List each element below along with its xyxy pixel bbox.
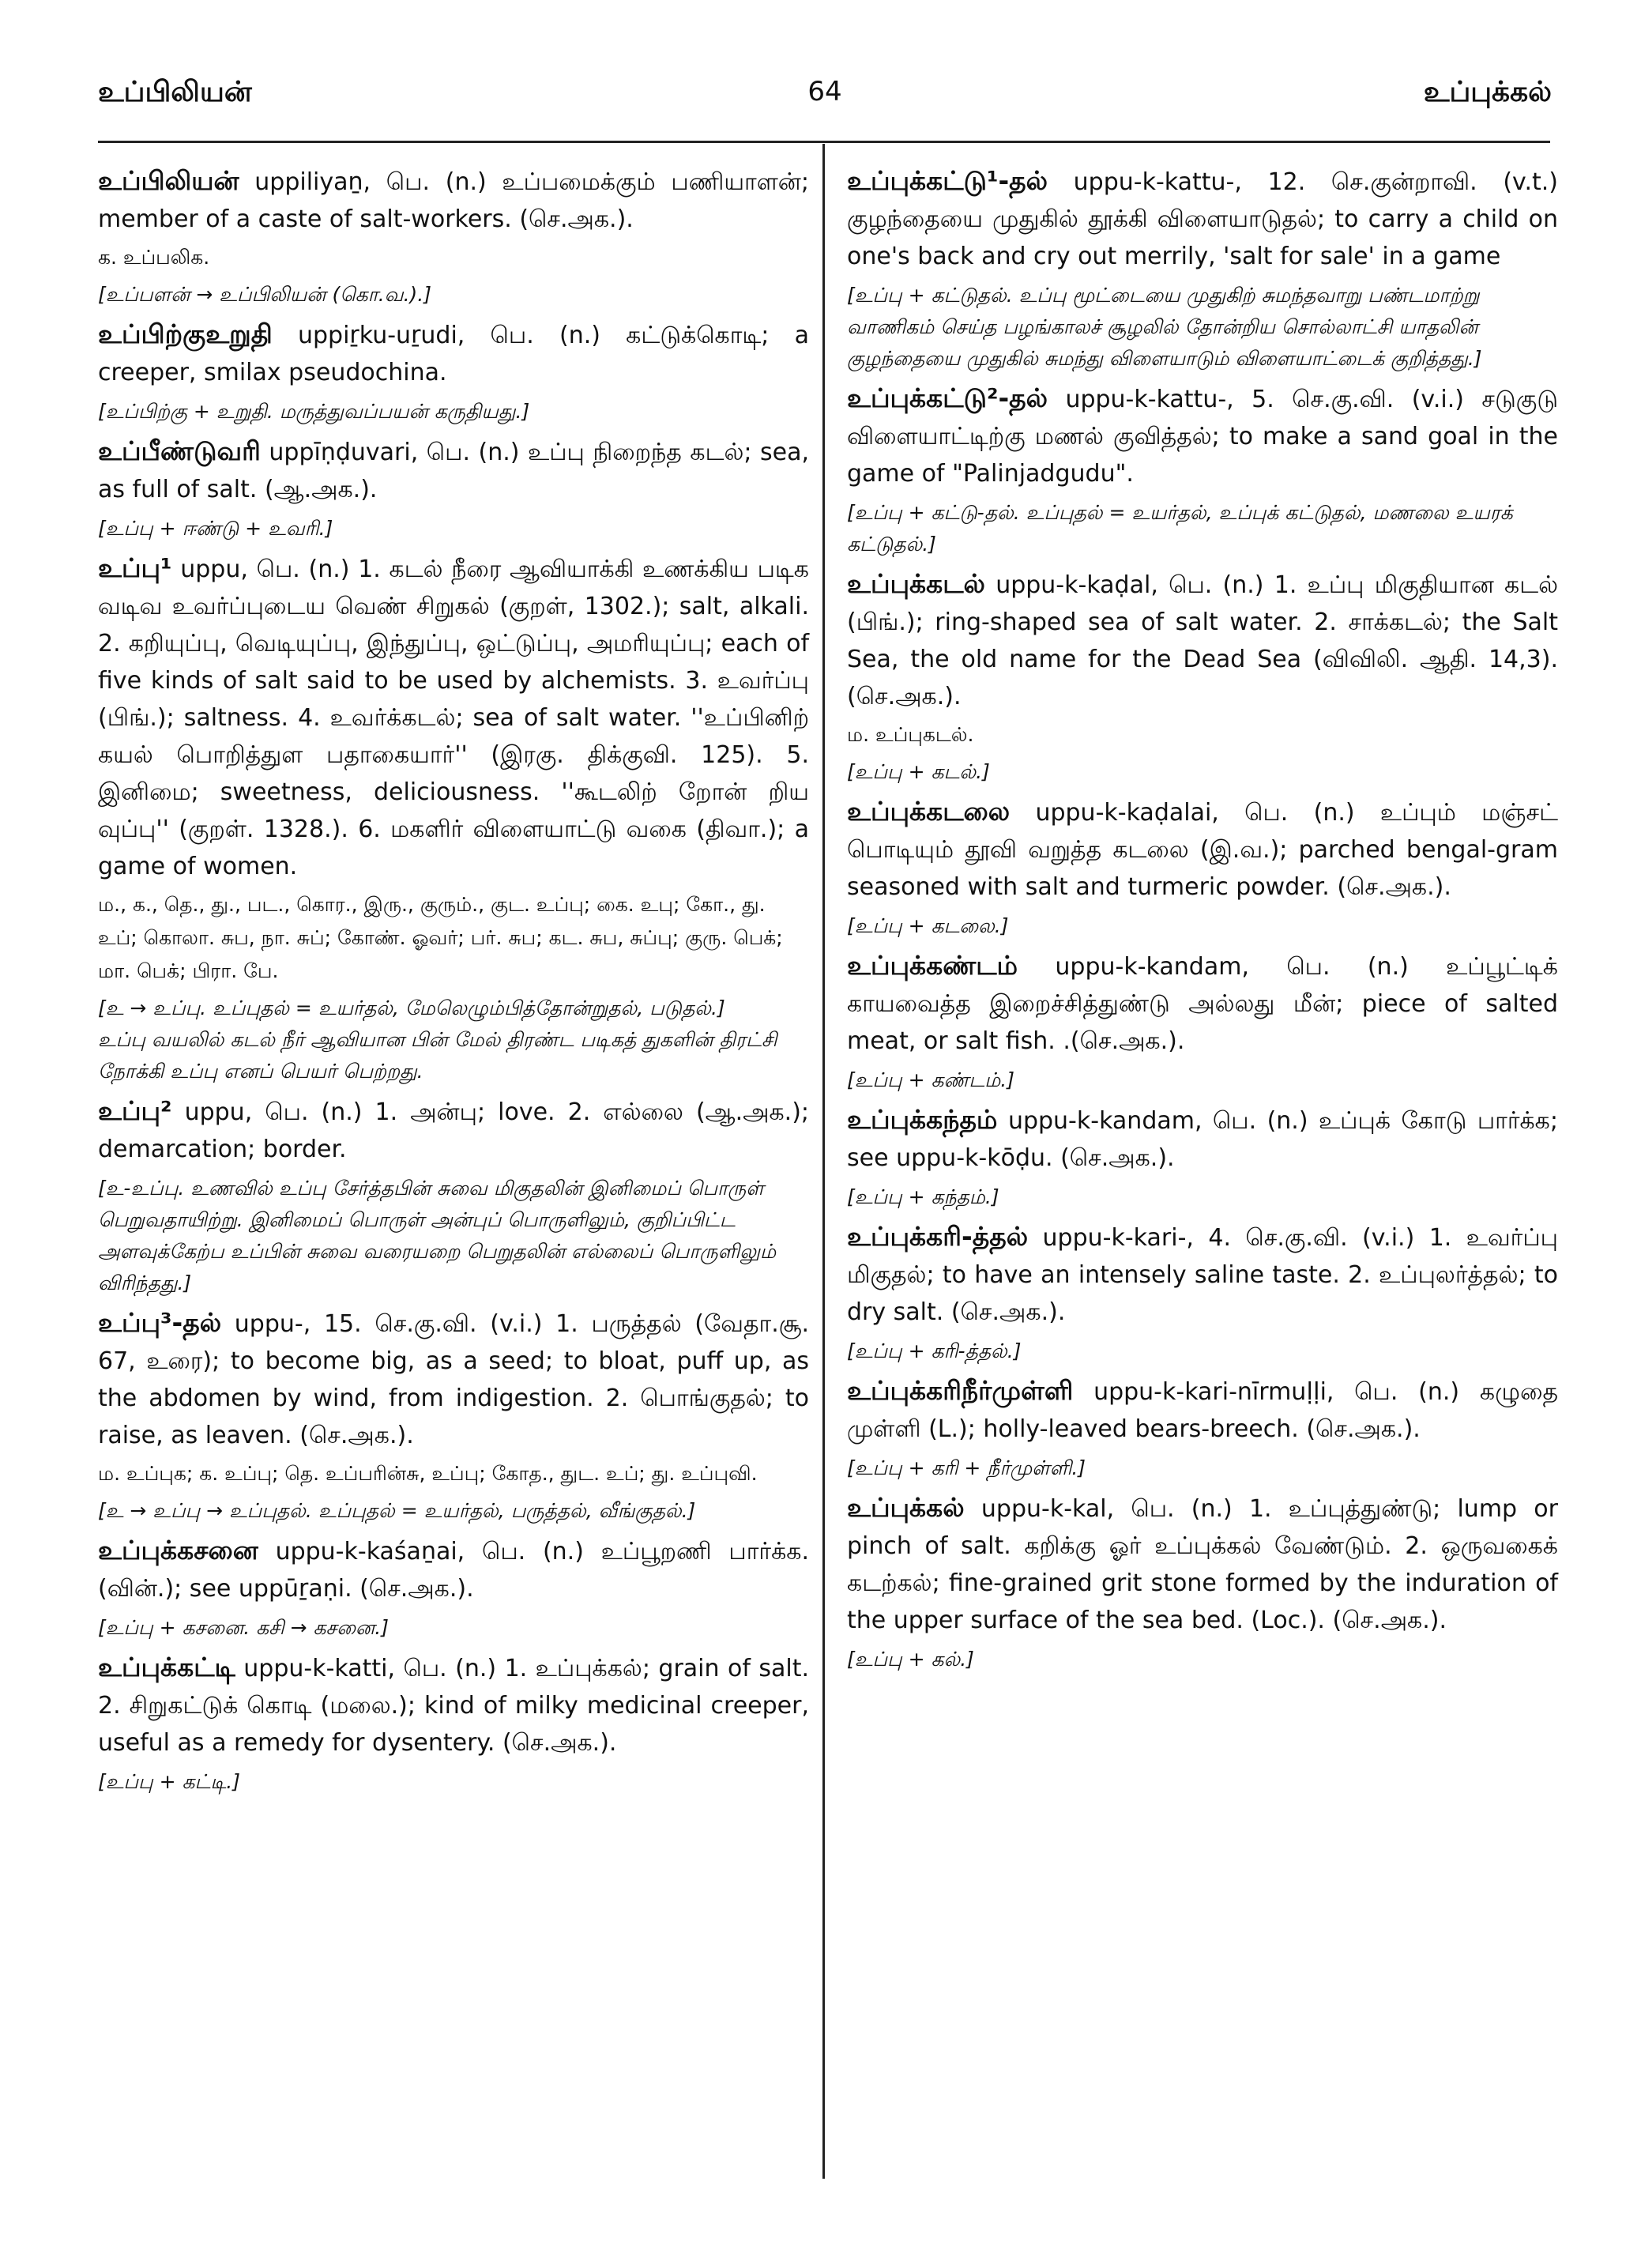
entry-definition [847,1218,1558,1331]
right-column [847,162,1558,1680]
dictionary-entry [847,1372,1558,1484]
entry-definition [98,1531,809,1607]
dictionary-entry [847,162,1558,375]
entry-etymology: [உப்பு + கட்டு-தல். உப்புதல் = உயர்தல், உப்புக் கட்டுதல், மணலை உயரக் கட்டுதல்.] [847,501,1513,556]
entry-headword: உப்பிலியன் [98,165,239,196]
dictionary-entry [98,1648,809,1798]
entry-definition [847,1489,1558,1639]
entry-text: uppu-k-kari-, 4. செ.கு.வி. (v.i.) 1. உவர்ப்பு மிகுதல்; to have an intensely saline taste. 2. உப்புலர்த்தல்; to dry salt. (செ.அக.). [847,1224,1558,1326]
dictionary-entry [847,565,1558,788]
entry-headword: உப்பு¹ [98,552,172,583]
entry-note: உப்பு வயலில் கடல் நீர் ஆவியான பின் மேல் திரண்ட படிகத் துகளின் திரட்சி நோக்கி உப்பு எனப் பெயர் பெற்றது. [98,1028,777,1083]
entry-definition [847,947,1558,1060]
page-header [98,76,1552,120]
entry-etymology: [உப்பு + கந்தம்.] [847,1185,999,1208]
entry-etymology: [உப்பு + கடல்.] [847,760,990,783]
entry-definition [98,1304,809,1454]
entry-headword: உப்பு² [98,1095,172,1126]
dictionary-entry [847,1101,1558,1213]
entry-definition [98,549,809,885]
entry-definition [847,793,1558,906]
entry-text: uppīṇḍuvari, பெ. (n.) உப்பு நிறைந்த கடல்; sea, as full of salt. (ஆ.அக.). [98,439,809,503]
entry-text: uppu-k-kandam, பெ. (n.) உப்புக் கோடு பார்க்க; see uppu-k-kōḍu. (செ.அக.). [847,1107,1558,1172]
entry-headword: உப்புக்கட்டி [98,1652,235,1682]
dictionary-entry [847,947,1558,1096]
entry-etymology: [உப்பு + கசனை. கசி → கசனை.] [98,1616,389,1639]
entry-text: uppu-k-kaḍalai, பெ. (n.) உப்பும் மஞ்சட் பொடியும் தூவி வறுத்த கடலை (இ.வ.); parched bengal-gram seasoned with salt and turmeric powder. (செ.அக.). [847,799,1558,901]
dictionary-entry [98,162,809,311]
entry-text: uppu-k-kattu-, 5. செ.கு.வி. (v.i.) சடுகுடு விளையாட்டிற்கு மணல் குவித்தல்; to make a sand goal in the game of "Palinjadgudu". [847,386,1558,488]
entry-headword: உப்புக்கல் [847,1492,965,1523]
entry-headword: உப்புக்கரி-த்தல் [847,1221,1029,1252]
dictionary-entry [98,1304,809,1527]
entry-etymology: [உ → உப்பு. உப்புதல் = உயர்தல், மேலெழும்பித்தோன்றுதல், படுதல்.] [98,996,725,1019]
entry-text: uppu-, 15. செ.கு.வி. (v.i.) 1. பருத்தல் (வேதா.சூ. 67, உரை); to become big, as a seed; to bloat, puff up, as the abdomen by wind, from indigestion. 2. பொங்குதல்; to raise, as leaven. (செ.அக.). [98,1310,809,1449]
entry-definition [847,162,1558,275]
dictionary-entry [98,549,809,1087]
dictionary-entry [98,315,809,428]
entry-headword: உப்புக்கரிநீர்முள்ளி [847,1375,1074,1406]
left-column [98,162,809,1803]
entry-text: uppu-k-kari-nīrmuḷḷi, பெ. (n.) கழுதை முள்ளி (L.); holly-leaved bears-breech. (செ.அக.). [847,1378,1558,1443]
entry-cognates: ம. உப்புகடல். [847,723,974,746]
entry-etymology: [உப்பு + கட்டி.] [98,1770,240,1793]
entry-headword: உப்புக்கடல் [847,568,985,599]
entry-etymology: [உப்பிற்கு + உறுதி. மருத்துவப்பயன் கருதியது.] [98,400,530,423]
entry-definition [847,1101,1558,1177]
entry-text: uppu, பெ. (n.) 1. கடல் நீரை ஆவியாக்கி உணக்கிய படிக வடிவ உவர்ப்புடைய வெண் சிறுகல் (குறள், 1302.); salt, alkali. 2. கறியுப்பு, வெடியுப்பு, இந்துப்பு, ஒட்டுப்பு, அமரியுப்பு; each of five kinds of salt said to be used by alchemists. 3. உவர்ப்பு (பிங்.); saltness. 4. உவர்க்கடல்; sea of salt water. ''உப்பினிற் கயல் பொறித்துள பதாகையார்'' (இரகு. திக்குவி. 125). 5. இனிமை; sweetness, deliciousness. ''கூடலிற் றோன் றிய வுப்பு'' (குறள். 1328.). 6. மகளிர் விளையாட்டு வகை (திவா.); a game of women. [98,556,809,880]
entry-etymology: [உப்பளன் → உப்பிலியன் (கொ.வ.).] [98,283,431,306]
entry-text: uppu-k-kal, பெ. (n.) 1. உப்புத்துண்டு; lump or pinch of salt. கறிக்கு ஓர் உப்புக்கல் வேண்டும். 2. ஒருவகைக் கடற்கல்; fine-grained grit stone formed by the induration of the upper surface of the sea bed. (Loc.). (செ.அக.). [847,1495,1558,1634]
entry-definition [98,432,809,508]
entry-definition [847,379,1558,492]
entry-headword: உப்பு³-தல் [98,1307,222,1338]
entry-headword: உப்பிற்குஉறுதி [98,318,273,349]
entry-etymology: [உ → உப்பு → உப்புதல். உப்புதல் = உயர்தல், பருத்தல், வீங்குதல்.] [98,1499,696,1522]
entry-definition [98,1648,809,1761]
header-right-guideword: உப்புக்கல் [1423,76,1552,108]
header-left-guideword: உப்பிலியன் [98,76,252,108]
dictionary-entry [847,379,1558,560]
entry-text: uppu-k-kaśaṉai, பெ. (n.) உப்பூறணி பார்க்க. (வின்.); see uppūṟaṇi. (செ.அக.). [98,1538,809,1603]
entry-text: uppu-k-kandam, பெ. (n.) உப்பூட்டிக் காயவைத்த இறைச்சித்துண்டு அல்லது மீன்; piece of salted meat, or salt fish. .(செ.அக.). [847,953,1558,1055]
entry-etymology: [உப்பு + கட்டுதல். உப்பு மூட்டையை முதுகிற் சுமந்தவாறு பண்டமாற்று வாணிகம் செய்த பழங்காலச் சூழலில் தோன்றிய சொல்லாட்சி யாதலின் குழந்தையை முதுகில் சுமந்து விளையாடும் விளையாட்டைக் குறித்தது.] [847,284,1482,370]
dictionary-entry [847,1218,1558,1367]
entry-definition [847,1372,1558,1448]
entry-headword: உப்புக்கந்தம் [847,1104,998,1135]
dictionary-entry [98,432,809,544]
entry-headword: உப்பீண்டுவரி [98,435,261,466]
entry-etymology: [உப்பு + கரி-த்தல்.] [847,1339,1022,1362]
entry-headword: உப்புக்கடலை [847,796,1011,827]
entry-text: uppu-k-katti, பெ. (n.) 1. உப்புக்கல்; grain of salt. 2. சிறுகட்டுக் கொடி (மலை.); kind of milky medicinal creeper, useful as a remedy for dysentery. (செ.அக.). [98,1655,809,1757]
entry-etymology: [உப்பு + கடலை.] [847,914,1009,937]
entry-etymology: [உப்பு + கல்.] [847,1648,974,1671]
entry-etymology: [உப்பு + கரி + நீர்முள்ளி.] [847,1456,1086,1479]
entry-headword: உப்புக்கட்டு¹-தல் [847,165,1048,196]
entry-definition [98,1092,809,1168]
column-divider [822,144,825,2179]
entry-etymology: [உப்பு + ஈண்டு + உவரி.] [98,517,333,540]
entry-definition [98,315,809,391]
page-number: 64 [807,76,842,107]
entry-headword: உப்புக்கண்டம் [847,950,1018,981]
dictionary-entry [847,793,1558,942]
entry-cognates: ம., க., தெ., து., பட., கொர., இரு., குரும்., குட. உப்பு; கை. உபு; கோ., து. உப்; கொலா. சுப, நா. சுப்; கோண். ஓவர்; பர். சுப; கட. சுப, சுப்பு; குரு. பெக்; மா. பெக்; பிரா. பே. [98,893,783,982]
entry-etymology: [உப்பு + கண்டம்.] [847,1068,1014,1091]
dictionary-entry [98,1092,809,1299]
header-rule [98,141,1550,143]
entry-text: uppu, பெ. (n.) 1. அன்பு; love. 2. எல்லை (ஆ.அக.); demarcation; border. [98,1098,809,1163]
entry-definition [847,565,1558,715]
entry-headword: உப்புக்கட்டு²-தல் [847,382,1048,413]
dictionary-entry [98,1531,809,1644]
entry-headword: உப்புக்கசனை [98,1535,258,1565]
entry-etymology: [உ-உப்பு. உணவில் உப்பு சேர்த்தபின் சுவை மிகுதலின் இனிமைப் பொருள் பெறுவதாயிற்று. இனிமைப் பொருள் அன்புப் பொருளிலும், குறிப்பிட்ட அளவுக்கேற்ப உப்பின் சுவை வரையறை பெறுதலின் எல்லைப் பொருளிலும் விரிந்தது.] [98,1177,777,1294]
entry-definition [98,162,809,238]
entry-text: uppu-k-kattu-, 12. செ.குன்றாவி. (v.t.) குழந்தையை முதுகில் தூக்கி விளையாடுதல்; to carry a child on one's back and cry out merrily, 'salt for sale' in a game [847,168,1558,270]
dictionary-entry [847,1489,1558,1675]
entry-cognates: ம. உப்புக; க. உப்பு; தெ. உப்பரின்சு, உப்பு; கோத., துட. உப்; து. உப்புவி. [98,1462,758,1485]
entry-text: uppiliyaṉ, பெ. (n.) உப்பமைக்கும் பணியாளன்; member of a caste of salt-workers. (செ.அக.). [98,168,809,233]
entry-text: uppu-k-kaḍal, பெ. (n.) 1. உப்பு மிகுதியான கடல் (பிங்.); ring-shaped sea of salt water. 2. சாக்கடல்; the Salt Sea, the old name for the Dead Sea (விவிலி. ஆதி. 14,3). (செ.அக.). [847,571,1558,710]
entry-text: uppiṟku-uṟudi, பெ. (n.) கட்டுக்கொடி; a creeper, smilax pseudochina. [98,322,809,386]
entry-cognates: க. உப்பலிக. [98,246,210,269]
